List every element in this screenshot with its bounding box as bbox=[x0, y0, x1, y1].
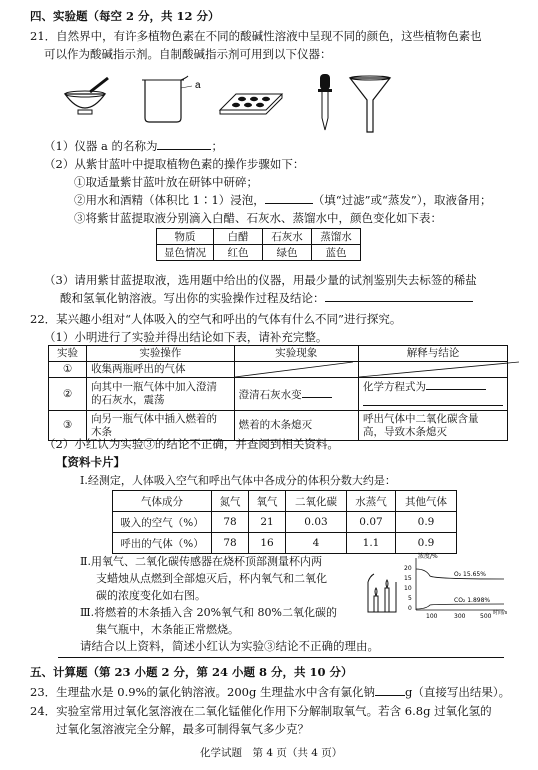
answer-blank-3[interactable] bbox=[325, 290, 473, 302]
indicator-color-table bbox=[156, 228, 361, 261]
card-item-3-line1: Ⅲ.将燃着的木条插入含 20%氧气和 80%二氧化碳的 bbox=[80, 606, 337, 619]
table-cell: 16 bbox=[249, 533, 286, 554]
table-cell: 4 bbox=[286, 533, 347, 554]
q22-part1: （1）小明进行了实验并得出结论如下表，请补充完整。 bbox=[44, 330, 328, 344]
graph-ytick: 0 bbox=[408, 605, 412, 612]
instrument-a-label: a bbox=[195, 80, 201, 91]
q21-part3-line1: （3）请用紫甘蓝提取液，选用题中给出的仪器，用最少量的试剂鉴别失去标签的稀盐 bbox=[44, 273, 477, 287]
co2-label: CO₂ 1.898% bbox=[454, 597, 491, 604]
table-header: 实验 bbox=[49, 346, 87, 362]
answer-blank-4[interactable] bbox=[302, 386, 332, 398]
instruments-illustration bbox=[60, 74, 460, 134]
q21-line2: 可以作为酸碱指示剂。自制酸碱指示剂可用到以下仪器： bbox=[44, 47, 332, 61]
table-cell: 吸入的空气（%） bbox=[113, 512, 212, 533]
graph-xtick: 300 bbox=[454, 613, 466, 620]
table-cell: 78 bbox=[212, 533, 249, 554]
graph-ytick: 5 bbox=[408, 595, 412, 602]
q21-part2: （2）从紫甘蓝叶中提取植物色素的操作步骤如下： bbox=[44, 157, 305, 171]
card-item-2-line1: Ⅱ.用氧气、二氧化碳传感器在烧杯顶部测量杯内两 bbox=[80, 555, 322, 568]
table-cell: 0.07 bbox=[347, 512, 396, 533]
answer-blank-1[interactable] bbox=[157, 138, 211, 150]
q21-part3-line2: 酸和氢氧化钠溶液。写出你的实验操作过程及结论： bbox=[60, 290, 473, 306]
table-header: 实验现象 bbox=[234, 346, 358, 362]
table-row bbox=[49, 378, 508, 411]
experiment-observation bbox=[234, 362, 358, 378]
experiment-observation: 澄清石灰水变 bbox=[234, 378, 358, 411]
card-item-1: Ⅰ.经测定，人体吸入空气和呼出气体中各成分的体积分数大约是： bbox=[80, 474, 396, 487]
table-header: 水蒸气 bbox=[347, 491, 396, 512]
table-header: 气体成分 bbox=[113, 491, 212, 512]
answer-blank-2[interactable] bbox=[265, 192, 313, 204]
dropper-icon bbox=[318, 74, 332, 130]
table-cell: 1.1 bbox=[347, 533, 396, 554]
table-header: 石灰水 bbox=[263, 229, 312, 245]
q21-part1: （1）仪器 a 的名称为 ； bbox=[44, 139, 223, 153]
table-row bbox=[113, 512, 457, 533]
table-cell: 绿色 bbox=[263, 245, 312, 261]
experiment-conclusion bbox=[359, 362, 508, 378]
experiment-observation: 燃着的木条熄灭 bbox=[234, 411, 358, 441]
graph-ytick: 20 bbox=[404, 565, 412, 572]
experiment-operation: 收集两瓶呼出的气体 bbox=[87, 362, 235, 378]
table-cell: 21 bbox=[249, 512, 286, 533]
q22-line1: 22．某兴趣小组对“人体吸入的空气和呼出的气体有什么不同”进行探究。 bbox=[30, 312, 402, 326]
table-cell: 0.9 bbox=[396, 533, 457, 554]
experiment-number: ① bbox=[49, 362, 87, 378]
q21-step2: ②用水和酒精（体积比 1∶1）浸泡， （填“过滤”或“蒸发”），取液备用； bbox=[74, 193, 492, 207]
answer-blank-5[interactable] bbox=[426, 378, 486, 390]
table-row bbox=[113, 533, 457, 554]
spot-plate-icon bbox=[220, 94, 282, 114]
answer-blank-6[interactable] bbox=[363, 394, 503, 406]
experiment-number: ② bbox=[49, 378, 87, 411]
q24-line1: 24．实验室常用过氧化氢溶液在二氧化锰催化作用下分解制取氧气。若含 6.8g 过氧化氢的 bbox=[30, 704, 492, 718]
table-header: 实验操作 bbox=[87, 346, 235, 362]
table-cell: 78 bbox=[212, 512, 249, 533]
table-cell: 0.03 bbox=[286, 512, 347, 533]
experiment-table bbox=[48, 345, 508, 441]
gas-composition-table bbox=[112, 490, 457, 554]
q22-ask: 请结合以上资料，简述小红认为实验③结论不正确的理由。 bbox=[80, 639, 379, 653]
mortar-pestle-icon bbox=[65, 78, 108, 114]
graph-xtick: 100 bbox=[426, 613, 438, 620]
answer-blank-7[interactable] bbox=[375, 684, 405, 696]
table-header: 二氧化碳 bbox=[286, 491, 347, 512]
gas-concentration-graph bbox=[396, 552, 508, 622]
card-title: 【资料卡片】 bbox=[56, 455, 125, 469]
q23: 23．生理盐水是 0.9%的氯化钠溶液。200g 生理盐水中含有氯化钠 g（直接写出结果）。 bbox=[30, 685, 511, 699]
table-cell: 呼出的气体（%） bbox=[113, 533, 212, 554]
table-header: 蒸馏水 bbox=[312, 229, 361, 245]
table-header: 物质 bbox=[157, 229, 214, 245]
answer-line[interactable] bbox=[58, 657, 504, 658]
table-row bbox=[49, 362, 508, 378]
q21-line1: 21．自然界中，有许多植物色素在不同的酸碱性溶液中呈现不同的颜色，这些植物色素也 bbox=[30, 29, 482, 43]
card-item-2-line3: 碳的浓度变化如右图。 bbox=[96, 589, 206, 602]
experiment-number: ③ bbox=[49, 411, 87, 441]
q21-step1: ①取适量紫甘蓝叶放在研钵中研碎； bbox=[74, 175, 258, 189]
experiment-operation: 向另一瓶气体中插入燃着的 木条 bbox=[87, 411, 235, 441]
graph-ylabel: 浓度/% bbox=[418, 553, 438, 560]
page-footer: 化学试题 第 4 页（共 4 页） bbox=[200, 747, 343, 759]
experiment-conclusion: 呼出气体中二氧化碳含量 高，导致木条熄灭 bbox=[359, 411, 508, 441]
o2-label: O₂ 15.65% bbox=[454, 571, 486, 578]
experiment-conclusion: 化学方程式为 bbox=[359, 378, 508, 411]
table-cell: 显色情况 bbox=[157, 245, 214, 261]
table-header: 其他气体 bbox=[396, 491, 457, 512]
section4-title: 四、实验题（每空 2 分，共 12 分） bbox=[30, 9, 220, 23]
graph-ytick: 10 bbox=[404, 585, 412, 592]
graph-ytick: 15 bbox=[404, 575, 412, 582]
section5-title: 五、计算题（第 23 小题 2 分，第 24 小题 8 分，共 10 分） bbox=[30, 665, 353, 679]
funnel-icon bbox=[350, 76, 390, 132]
candles-beaker-icon bbox=[366, 574, 398, 614]
q22-part2: （2）小红认为实验③的结论不正确，并查阅到相关资料。 bbox=[44, 437, 339, 451]
table-cell: 蓝色 bbox=[312, 245, 361, 261]
table-cell: 红色 bbox=[214, 245, 263, 261]
q21-step3: ③将紫甘蓝提取液分别滴入白醋、石灰水、蒸馏水中，颜色变化如下表： bbox=[74, 211, 442, 225]
table-header: 解释与结论 bbox=[359, 346, 508, 362]
table-cell: 0.9 bbox=[396, 512, 457, 533]
table-header: 氮气 bbox=[212, 491, 249, 512]
co2-curve bbox=[416, 604, 504, 609]
card-item-3-line2: 集气瓶中，木条能正常燃烧。 bbox=[96, 623, 239, 636]
experiment-operation: 向其中一瓶气体中加入澄清 的石灰水，震荡 bbox=[87, 378, 235, 411]
q24-line2: 过氧化氢溶液完全分解，最多可制得氧气多少克？ bbox=[56, 722, 309, 736]
graph-xtick: 500 bbox=[480, 613, 492, 620]
table-header: 白醋 bbox=[214, 229, 263, 245]
beaker-icon bbox=[142, 76, 192, 122]
table-header: 氧气 bbox=[249, 491, 286, 512]
card-item-2-line2: 支蜡烛从点燃到全部熄灭后，杯内氧气和二氧化 bbox=[96, 572, 327, 585]
graph-xlabel: 时间/s bbox=[493, 610, 508, 616]
